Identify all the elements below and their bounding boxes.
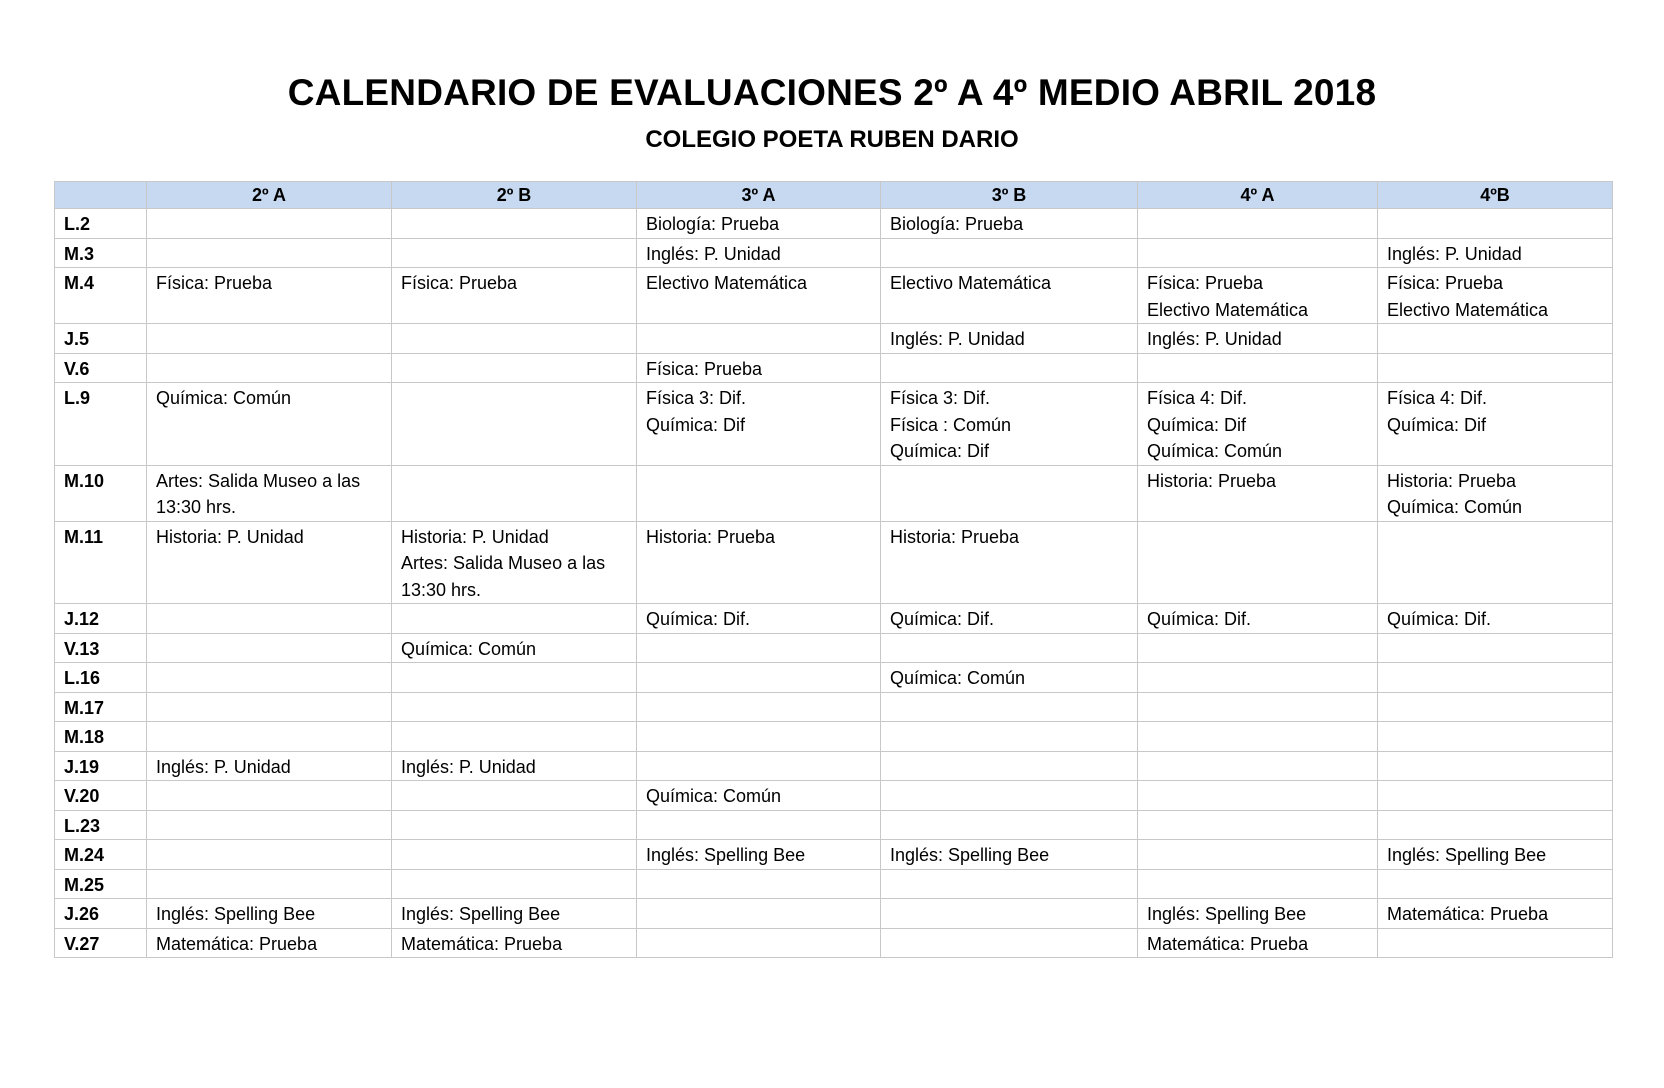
header-cell-2b: 2º B <box>392 182 637 209</box>
cell-2a <box>147 238 392 268</box>
cell-2b <box>392 633 637 663</box>
day-cell: M.10 <box>55 465 147 521</box>
evaluation-calendar-table <box>54 181 1613 958</box>
evaluation-entry: Física: Prueba <box>156 273 273 293</box>
table-row <box>55 663 1613 693</box>
cell-4b <box>1378 604 1613 634</box>
day-cell: V.20 <box>55 781 147 811</box>
cell-4b <box>1378 722 1613 752</box>
evaluation-entry: Química: Común <box>1147 441 1283 461</box>
evaluation-entry: Química: Dif <box>1387 414 1487 435</box>
day-cell: M.25 <box>55 869 147 899</box>
day-cell: V.27 <box>55 928 147 958</box>
evaluation-entry: Química: Común <box>1387 497 1523 517</box>
cell-2b <box>392 781 637 811</box>
evaluation-entry: Física 4: Dif. <box>1147 388 1248 408</box>
evaluation-entry: Química: Dif <box>646 414 746 435</box>
day-cell: V.13 <box>55 633 147 663</box>
cell-4b <box>1378 899 1613 929</box>
cell-2a <box>147 810 392 840</box>
cell-3b <box>881 353 1138 383</box>
cell-3a <box>637 465 881 521</box>
cell-4a <box>1138 869 1378 899</box>
cell-2a <box>147 324 392 354</box>
evaluation-entry: Historia: P. Unidad <box>401 526 549 547</box>
cell-4b <box>1378 383 1613 466</box>
cell-3b <box>881 268 1138 324</box>
cell-3a <box>637 238 881 268</box>
cell-2a <box>147 840 392 870</box>
cell-3a <box>637 840 881 870</box>
cell-3a <box>637 663 881 693</box>
evaluation-entry: Física: Prueba <box>401 273 518 293</box>
table-row <box>55 633 1613 663</box>
table-row <box>55 928 1613 958</box>
cell-3b <box>881 604 1138 634</box>
evaluation-entry: Artes: Salida Museo a las 13:30 hrs. <box>156 470 361 517</box>
cell-4a <box>1138 633 1378 663</box>
evaluation-entry: Electivo Matemática <box>1387 299 1549 320</box>
evaluation-entry: Química: Común <box>890 668 1026 688</box>
table-row <box>55 209 1613 239</box>
day-cell: M.17 <box>55 692 147 722</box>
evaluation-entry: Electivo Matemática <box>646 273 808 293</box>
day-cell: M.4 <box>55 268 147 324</box>
table-row <box>55 781 1613 811</box>
cell-4a <box>1138 353 1378 383</box>
cell-3b <box>881 751 1138 781</box>
table-row <box>55 840 1613 870</box>
header-cell-4b: 4ºB <box>1378 182 1613 209</box>
cell-3b <box>881 810 1138 840</box>
cell-3a <box>637 781 881 811</box>
cell-3a <box>637 810 881 840</box>
evaluation-entry: Artes: Salida Museo a las 13:30 hrs. <box>401 553 606 600</box>
evaluation-entry: Química: Común <box>646 786 782 806</box>
day-cell: L.16 <box>55 663 147 693</box>
day-cell: J.5 <box>55 324 147 354</box>
cell-4b <box>1378 692 1613 722</box>
cell-4b <box>1378 928 1613 958</box>
cell-3a <box>637 899 881 929</box>
evaluation-entry: Química: Dif. <box>646 609 751 629</box>
table-row <box>55 521 1613 604</box>
cell-2a <box>147 722 392 752</box>
day-cell: J.19 <box>55 751 147 781</box>
table-row <box>55 465 1613 521</box>
header-cell-day <box>55 182 147 209</box>
cell-3b <box>881 521 1138 604</box>
cell-4a <box>1138 383 1378 466</box>
cell-4a <box>1138 692 1378 722</box>
cell-3a <box>637 722 881 752</box>
cell-2b <box>392 810 637 840</box>
evaluation-entry: Inglés: P. Unidad <box>1387 243 1522 264</box>
cell-4a <box>1138 810 1378 840</box>
cell-2b <box>392 840 637 870</box>
cell-4b <box>1378 209 1613 239</box>
cell-3a <box>637 928 881 958</box>
cell-2a <box>147 692 392 722</box>
evaluation-entry: Inglés: Spelling Bee <box>401 904 561 924</box>
cell-2a <box>147 751 392 781</box>
evaluation-entry: Física: Prueba <box>646 358 763 379</box>
table-row <box>55 692 1613 722</box>
cell-2b <box>392 238 637 268</box>
cell-2b <box>392 692 637 722</box>
evaluation-entry: Química: Dif <box>890 441 990 461</box>
day-cell: L.23 <box>55 810 147 840</box>
cell-3a <box>637 353 881 383</box>
evaluation-entry: Inglés: Spelling Bee <box>1387 845 1547 865</box>
cell-3b <box>881 633 1138 663</box>
cell-4a <box>1138 209 1378 239</box>
evaluation-entry: Física: Prueba <box>1147 273 1264 293</box>
cell-3b <box>881 899 1138 929</box>
evaluation-entry: Historia: P. Unidad <box>156 526 304 547</box>
cell-3a <box>637 751 881 781</box>
day-cell: L.9 <box>55 383 147 466</box>
cell-2a <box>147 781 392 811</box>
evaluation-entry: Matemática: Prueba <box>1147 933 1309 954</box>
evaluation-entry: Inglés: P. Unidad <box>156 756 291 777</box>
page-subtitle: COLEGIO POETA RUBEN DARIO <box>645 126 1019 153</box>
day-cell: J.26 <box>55 899 147 929</box>
cell-2a <box>147 268 392 324</box>
cell-4b <box>1378 840 1613 870</box>
cell-3b <box>881 781 1138 811</box>
evaluation-entry: Inglés: Spelling Bee <box>156 904 316 924</box>
day-cell: M.18 <box>55 722 147 752</box>
evaluation-entry: Química: Común <box>156 388 292 408</box>
evaluation-entry: Historia: Prueba <box>646 526 776 547</box>
header-cell-4a: 4º A <box>1138 182 1378 209</box>
cell-4a <box>1138 238 1378 268</box>
day-cell: V.6 <box>55 353 147 383</box>
cell-4a <box>1138 751 1378 781</box>
cell-3b <box>881 324 1138 354</box>
cell-4a <box>1138 781 1378 811</box>
cell-4a <box>1138 840 1378 870</box>
cell-3a <box>637 604 881 634</box>
cell-3a <box>637 869 881 899</box>
cell-4b <box>1378 663 1613 693</box>
cell-4b <box>1378 353 1613 383</box>
cell-4b <box>1378 238 1613 268</box>
cell-3b <box>881 869 1138 899</box>
cell-2a <box>147 663 392 693</box>
cell-4b <box>1378 633 1613 663</box>
evaluation-entry: Química: Dif. <box>1387 609 1492 629</box>
evaluation-entry: Inglés: P. Unidad <box>1147 329 1282 349</box>
cell-4b <box>1378 869 1613 899</box>
cell-3b <box>881 692 1138 722</box>
cell-2a <box>147 633 392 663</box>
table-row <box>55 899 1613 929</box>
cell-3a <box>637 692 881 722</box>
day-cell: M.24 <box>55 840 147 870</box>
cell-2b <box>392 268 637 324</box>
table-row <box>55 268 1613 324</box>
table-row <box>55 383 1613 466</box>
cell-2a <box>147 604 392 634</box>
header-cell-3a: 3º A <box>637 182 881 209</box>
cell-2b <box>392 353 637 383</box>
evaluation-entry: Física: Prueba <box>1387 273 1504 293</box>
cell-4a <box>1138 521 1378 604</box>
cell-3a <box>637 209 881 239</box>
cell-3b <box>881 465 1138 521</box>
cell-2b <box>392 869 637 899</box>
cell-3a <box>637 521 881 604</box>
cell-2a <box>147 383 392 466</box>
cell-3b <box>881 928 1138 958</box>
evaluation-entry: Electivo Matemática <box>890 273 1052 293</box>
cell-2b <box>392 751 637 781</box>
day-cell: M.11 <box>55 521 147 604</box>
evaluation-entry: Historia: Prueba <box>1387 470 1517 491</box>
cell-2a <box>147 465 392 521</box>
header-cell-3b: 3º B <box>881 182 1138 209</box>
evaluation-entry: Inglés: P. Unidad <box>401 756 536 777</box>
cell-2a <box>147 928 392 958</box>
cell-3b <box>881 840 1138 870</box>
cell-3a <box>637 324 881 354</box>
evaluation-entry: Historia: Prueba <box>890 526 1020 547</box>
cell-2a <box>147 353 392 383</box>
cell-4a <box>1138 928 1378 958</box>
cell-3b <box>881 209 1138 239</box>
evaluation-entry: Electivo Matemática <box>1147 299 1309 320</box>
cell-4b <box>1378 268 1613 324</box>
cell-2b <box>392 663 637 693</box>
cell-2b <box>392 209 637 239</box>
cell-4a <box>1138 899 1378 929</box>
cell-3a <box>637 383 881 466</box>
cell-4a <box>1138 604 1378 634</box>
cell-4a <box>1138 722 1378 752</box>
evaluation-entry: Química: Dif <box>1147 414 1247 435</box>
evaluation-entry: Biología: Prueba <box>890 214 1024 234</box>
table-body <box>55 209 1613 958</box>
table-row <box>55 238 1613 268</box>
cell-3b <box>881 722 1138 752</box>
cell-4b <box>1378 324 1613 354</box>
cell-4a <box>1138 268 1378 324</box>
evaluation-entry: Química: Común <box>401 638 537 659</box>
day-cell: J.12 <box>55 604 147 634</box>
cell-2a <box>147 521 392 604</box>
evaluation-entry: Física 4: Dif. <box>1387 388 1488 408</box>
cell-2a <box>147 899 392 929</box>
evaluation-entry: Inglés: Spelling Bee <box>646 845 806 865</box>
evaluation-entry: Matemática: Prueba <box>401 933 563 954</box>
cell-2b <box>392 324 637 354</box>
evaluation-entry: Matemática: Prueba <box>1387 904 1549 924</box>
evaluation-entry: Historia: Prueba <box>1147 470 1277 491</box>
table-row <box>55 869 1613 899</box>
cell-4a <box>1138 663 1378 693</box>
table-row <box>55 353 1613 383</box>
cell-4b <box>1378 521 1613 604</box>
cell-2b <box>392 521 637 604</box>
evaluation-entry: Matemática: Prueba <box>156 933 318 954</box>
evaluation-entry: Física : Común <box>890 414 1012 435</box>
evaluation-entry: Química: Dif. <box>1147 609 1252 629</box>
page-title: CALENDARIO DE EVALUACIONES 2º A 4º MEDIO ABRIL 2018 <box>287 72 1377 113</box>
day-cell: M.3 <box>55 238 147 268</box>
cell-2b <box>392 928 637 958</box>
evaluation-entry: Química: Dif. <box>890 609 995 629</box>
table-row <box>55 810 1613 840</box>
cell-2b <box>392 722 637 752</box>
day-cell: L.2 <box>55 209 147 239</box>
cell-4b <box>1378 810 1613 840</box>
cell-4a <box>1138 324 1378 354</box>
cell-4b <box>1378 781 1613 811</box>
table-header-row <box>55 182 1613 209</box>
evaluation-entry: Física 3: Dif. <box>890 388 991 408</box>
cell-2a <box>147 869 392 899</box>
cell-4a <box>1138 465 1378 521</box>
cell-3b <box>881 383 1138 466</box>
cell-3b <box>881 238 1138 268</box>
cell-4b <box>1378 751 1613 781</box>
cell-2b <box>392 604 637 634</box>
table-row <box>55 751 1613 781</box>
cell-3b <box>881 663 1138 693</box>
evaluation-entry: Biología: Prueba <box>646 214 780 234</box>
cell-2b <box>392 465 637 521</box>
table-row <box>55 324 1613 354</box>
cell-2b <box>392 899 637 929</box>
cell-2b <box>392 383 637 466</box>
cell-3a <box>637 268 881 324</box>
evaluation-entry: Inglés: Spelling Bee <box>1147 904 1307 924</box>
evaluation-entry: Inglés: P. Unidad <box>890 329 1025 349</box>
header-cell-2a: 2º A <box>147 182 392 209</box>
evaluation-entry: Inglés: P. Unidad <box>646 243 781 264</box>
cell-3a <box>637 633 881 663</box>
table-row <box>55 604 1613 634</box>
evaluation-entry: Física 3: Dif. <box>646 388 747 408</box>
table-row <box>55 722 1613 752</box>
cell-4b <box>1378 465 1613 521</box>
cell-2a <box>147 209 392 239</box>
evaluation-entry: Inglés: Spelling Bee <box>890 845 1050 865</box>
